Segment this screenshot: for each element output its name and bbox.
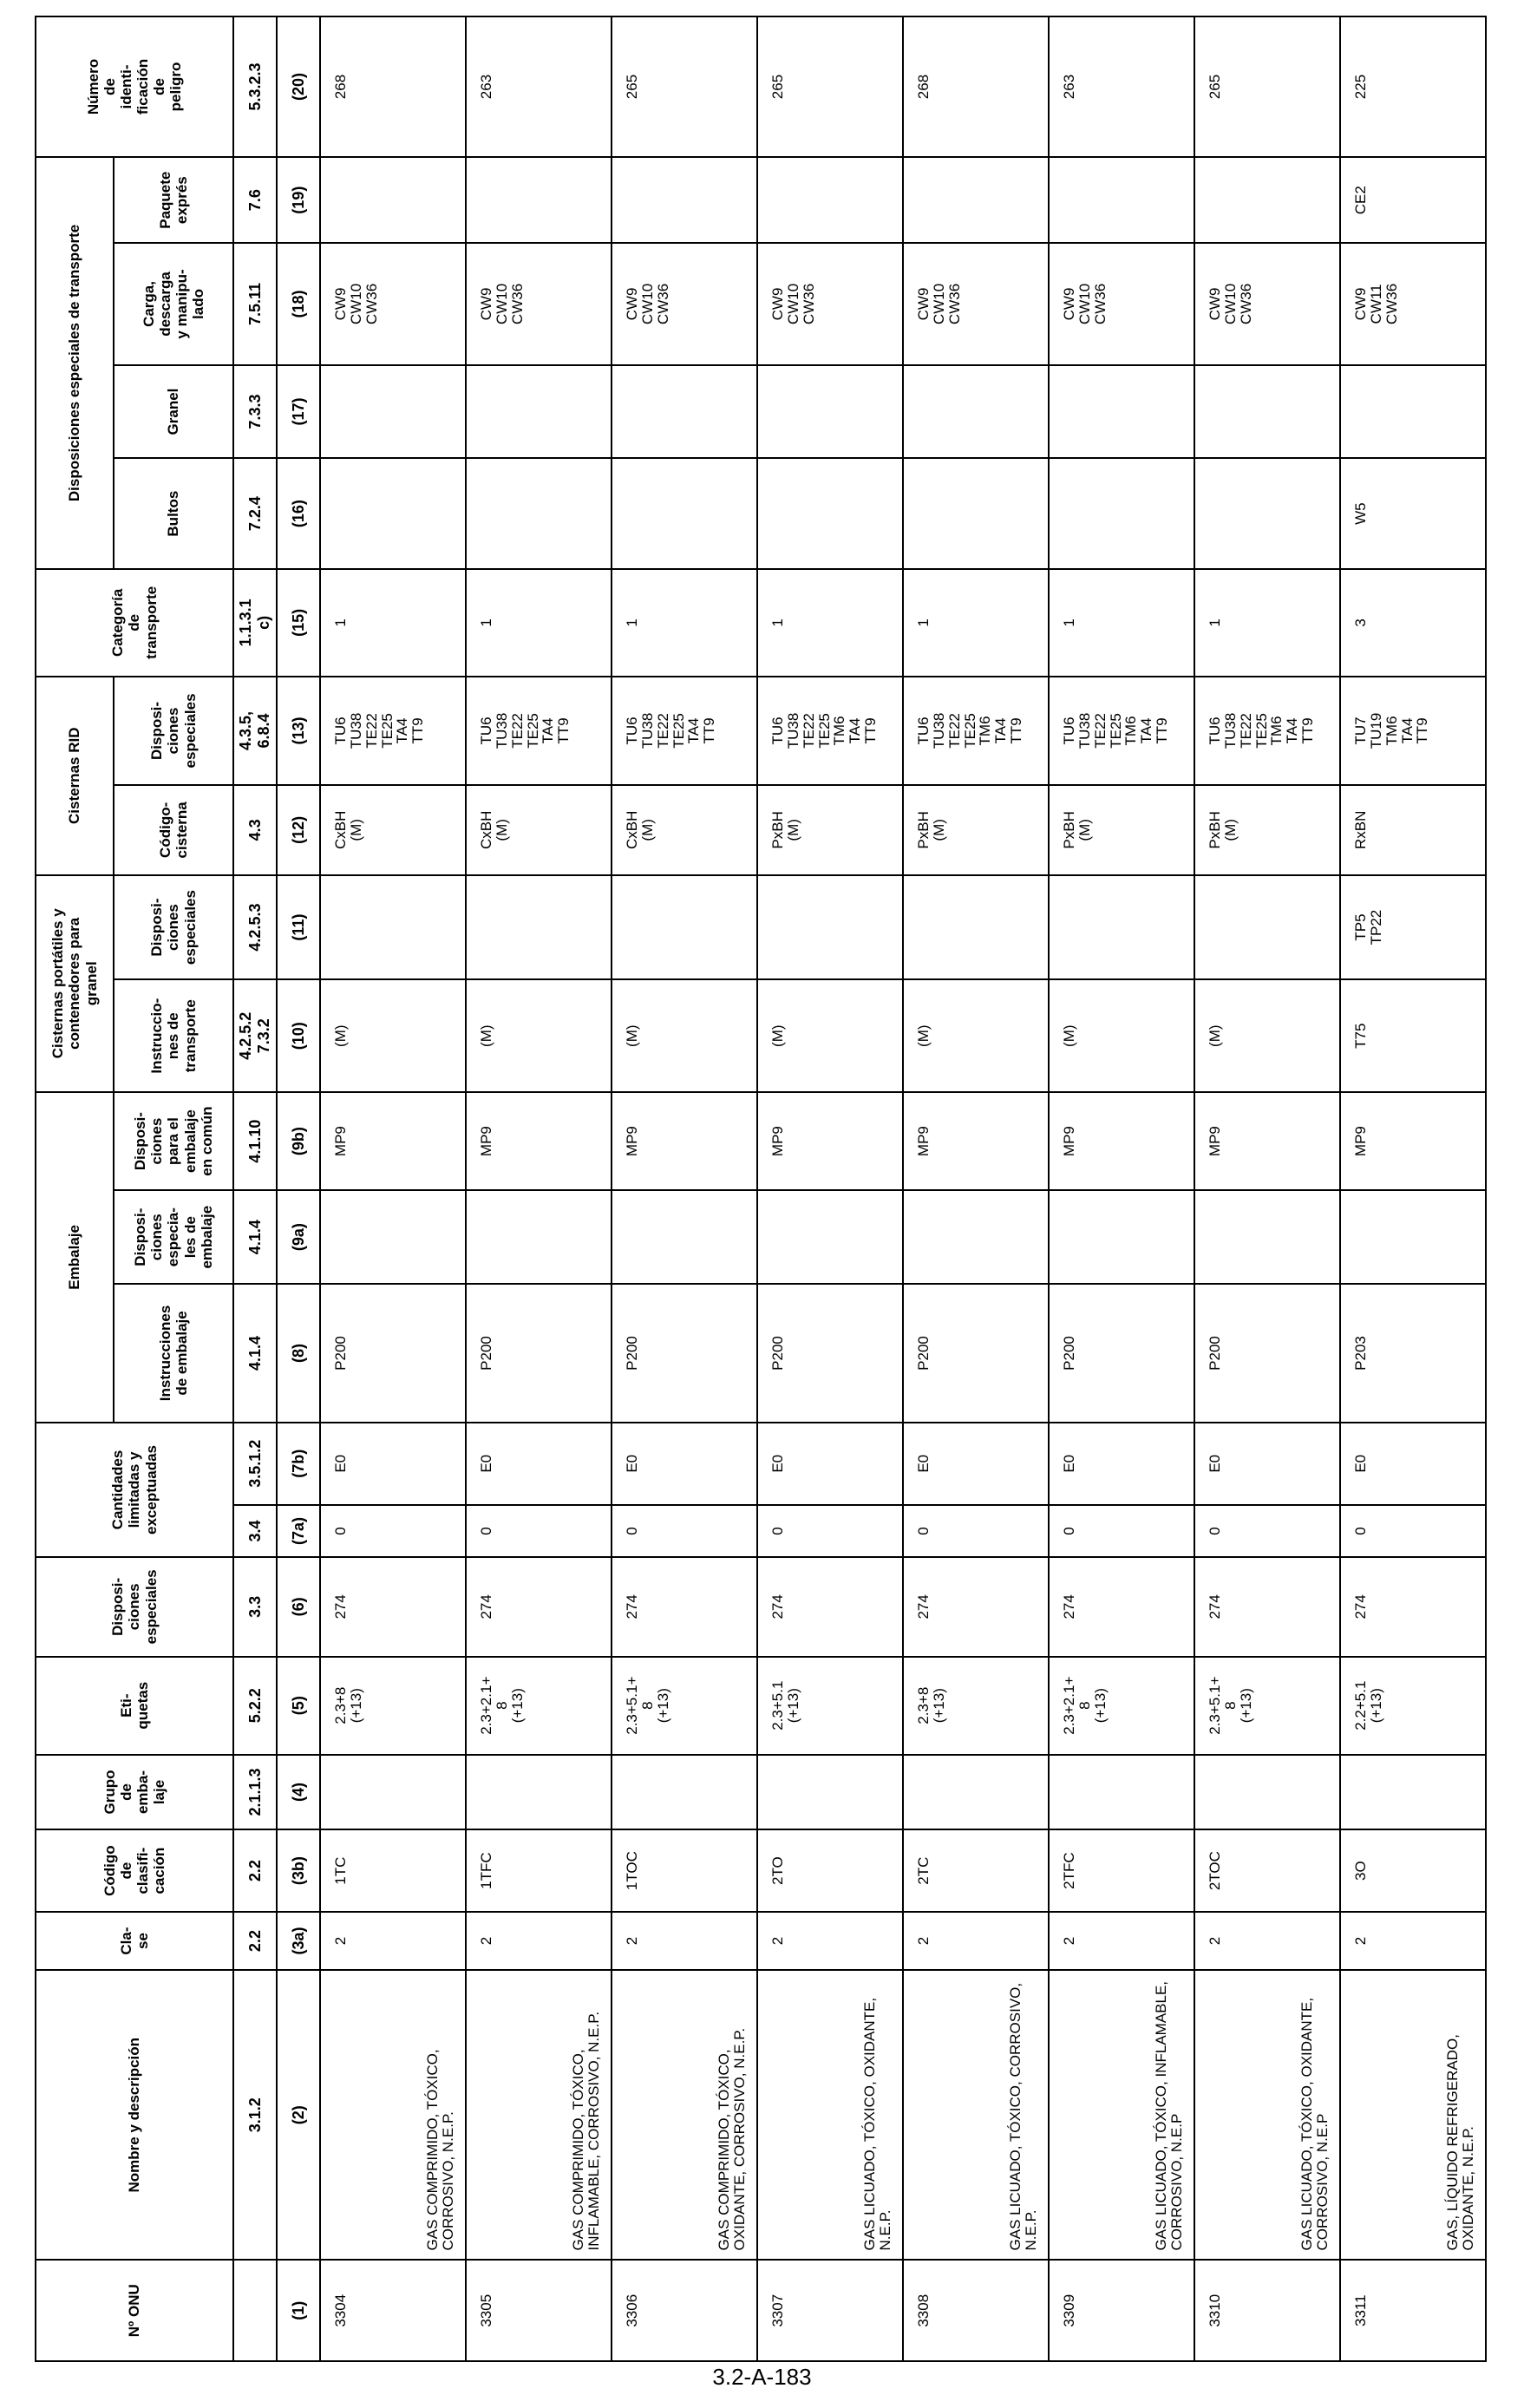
loading-cell: CW9 CW10 CW36: [1194, 243, 1340, 364]
excepted-quantity-cell: E0: [1194, 1423, 1340, 1505]
table-row: [320, 16, 466, 2361]
ref-cell: 7.3.3: [233, 365, 277, 459]
ref-cell: 7.6: [233, 157, 277, 243]
bulk-cell: [757, 365, 903, 459]
tank-code-cell: RxBN: [1340, 785, 1486, 875]
mixed-packing-cell: MP9: [903, 1092, 1049, 1190]
packages-cell: W5: [1340, 458, 1486, 568]
packages-cell: [1194, 458, 1340, 568]
table-row: [903, 16, 1049, 2361]
ref-cell: 2.1.1.3: [233, 1755, 277, 1829]
bulk-cell: [1049, 365, 1194, 459]
excepted-quantity-cell: E0: [612, 1423, 757, 1505]
hazard-id-cell: 268: [903, 16, 1049, 157]
packing-group-cell: [757, 1755, 903, 1829]
packing-group-cell: [1049, 1755, 1194, 1829]
tank-special-cell: [1049, 875, 1194, 980]
express-cell: [903, 157, 1049, 243]
header-packing-group: Grupo de emba- laje: [36, 1755, 233, 1829]
packing-instruction-cell: P200: [1194, 1284, 1340, 1423]
packages-cell: [903, 458, 1049, 568]
special-provisions-cell: 274: [466, 1557, 612, 1656]
special-provisions-cell: 274: [612, 1557, 757, 1656]
excepted-quantity-cell: E0: [1340, 1423, 1486, 1505]
classification-code-cell: 1TFC: [466, 1829, 612, 1912]
un-number-cell: 3311: [1340, 2260, 1486, 2361]
ref-cell: 4.2.5.3: [233, 875, 277, 980]
column-number-cell: (18): [277, 243, 320, 364]
express-cell: [466, 157, 612, 243]
name-cell: GAS COMPRIMIDO, TÓXICO, CORROSIVO, N.E.P.: [320, 1970, 466, 2260]
header-loading: Carga, descarga y manipu- lado: [114, 243, 233, 364]
packing-instruction-cell: P200: [612, 1284, 757, 1423]
ref-cell: 3.3: [233, 1557, 277, 1656]
classification-code-cell: 1TOC: [612, 1829, 757, 1912]
header-rid-tanks: Cisternas RID: [36, 677, 114, 875]
ref-cell: 4.1.4: [233, 1190, 277, 1284]
labels-cell: 2.3+8 (+13): [320, 1657, 466, 1755]
special-provisions-cell: 274: [1194, 1557, 1340, 1656]
limited-quantity-cell: 0: [1340, 1505, 1486, 1557]
limited-quantity-cell: 0: [320, 1505, 466, 1557]
bulk-cell: [612, 365, 757, 459]
hazard-id-cell: 265: [612, 16, 757, 157]
reference-row: [233, 16, 277, 2361]
column-number-cell: (4): [277, 1755, 320, 1829]
rid-special-cell: TU6 TU38 TE22 TE25 TA4 TT9: [320, 677, 466, 785]
header-labels: Eti- quetas: [36, 1657, 233, 1755]
tank-special-cell: [903, 875, 1049, 980]
classification-code-cell: 3O: [1340, 1829, 1486, 1912]
name-cell: GAS LICUADO, TÓXICO, INFLAMABLE, CORROSIVO, N.E.P: [1049, 1970, 1194, 2260]
un-number-cell: 3308: [903, 2260, 1049, 2361]
packing-instruction-cell: P200: [1049, 1284, 1194, 1423]
special-provisions-cell: 274: [757, 1557, 903, 1656]
loading-cell: CW9 CW10 CW36: [612, 243, 757, 364]
column-number-cell: (9b): [277, 1092, 320, 1190]
hazard-id-cell: 268: [320, 16, 466, 157]
ref-cell: 4.1.10: [233, 1092, 277, 1190]
packing-instruction-cell: P200: [320, 1284, 466, 1423]
header-tank-special: Disposi- ciones especiales: [114, 875, 233, 980]
special-provisions-cell: 274: [1049, 1557, 1194, 1656]
tank-special-cell: [757, 875, 903, 980]
labels-cell: 2.3+5.1 (+13): [757, 1657, 903, 1755]
table-row: [1049, 16, 1194, 2361]
excepted-quantity-cell: E0: [903, 1423, 1049, 1505]
column-number-cell: (2): [277, 1970, 320, 2260]
tank-code-cell: CxBH (M): [320, 785, 466, 875]
loading-cell: CW9 CW11 CW36: [1340, 243, 1486, 364]
packing-group-cell: [466, 1755, 612, 1829]
ref-cell: 4.3: [233, 785, 277, 875]
tank-instruction-cell: (M): [466, 979, 612, 1091]
mixed-packing-cell: MP9: [466, 1092, 612, 1190]
ref-cell: 3.4: [233, 1505, 277, 1557]
special-packing-cell: [320, 1190, 466, 1284]
packing-instruction-cell: P200: [757, 1284, 903, 1423]
class-cell: 2: [466, 1912, 612, 1970]
column-number-cell: (13): [277, 677, 320, 785]
tank-instruction-cell: (M): [903, 979, 1049, 1091]
express-cell: [612, 157, 757, 243]
classification-code-cell: 2TO: [757, 1829, 903, 1912]
limited-quantity-cell: 0: [1049, 1505, 1194, 1557]
labels-cell: 2.2+5.1 (+13): [1340, 1657, 1486, 1755]
rid-special-cell: TU6 TU38 TE22 TE25 TA4 TT9: [612, 677, 757, 785]
tank-instruction-cell: (M): [1194, 979, 1340, 1091]
class-cell: 2: [320, 1912, 466, 1970]
packing-instruction-cell: P200: [903, 1284, 1049, 1423]
special-packing-cell: [1340, 1190, 1486, 1284]
packing-group-cell: [320, 1755, 466, 1829]
column-number-cell: (5): [277, 1657, 320, 1755]
ref-cell: 3.1.2: [233, 1970, 277, 2260]
transport-category-cell: 1: [1194, 569, 1340, 677]
rid-special-cell: TU6 TU38 TE22 TE25 TM6 TA4 TT9: [1194, 677, 1340, 785]
dangerous-goods-table: [35, 16, 1487, 2362]
ref-cell: 2.2: [233, 1912, 277, 1970]
data-rows: [320, 16, 1486, 2361]
labels-cell: 2.3+2.1+ 8 (+13): [466, 1657, 612, 1755]
column-number-cell: (16): [277, 458, 320, 568]
special-provisions-cell: 274: [1340, 1557, 1486, 1656]
classification-code-cell: 2TFC: [1049, 1829, 1194, 1912]
class-cell: 2: [757, 1912, 903, 1970]
tank-special-cell: TP5 TP22: [1340, 875, 1486, 980]
ref-cell: 4.1.4: [233, 1284, 277, 1423]
excepted-quantity-cell: E0: [466, 1423, 612, 1505]
tank-instruction-cell: T75: [1340, 979, 1486, 1091]
header-un-no: Nº ONU: [36, 2260, 233, 2361]
tank-special-cell: [1194, 875, 1340, 980]
rid-special-cell: TU6 TU38 TE22 TE25 TM6 TA4 TT9: [903, 677, 1049, 785]
un-number-cell: 3310: [1194, 2260, 1340, 2361]
header-portable-tanks: Cisternas portátiles y contenedores para granel: [36, 875, 114, 1092]
rid-special-cell: TU6 TU38 TE22 TE25 TA4 TT9: [466, 677, 612, 785]
name-cell: GAS LICUADO, TÓXICO, OXIDANTE, CORROSIVO, N.E.P: [1194, 1970, 1340, 2260]
limited-quantity-cell: 0: [757, 1505, 903, 1557]
special-packing-cell: [757, 1190, 903, 1284]
column-number-cell: (20): [277, 16, 320, 157]
packing-group-cell: [612, 1755, 757, 1829]
transport-category-cell: 1: [757, 569, 903, 677]
ref-cell: [233, 2260, 277, 2361]
rotated-table-wrapper: [35, 16, 1475, 2362]
column-number-cell: (15): [277, 569, 320, 677]
labels-cell: 2.3+5.1+ 8 (+13): [612, 1657, 757, 1755]
ref-cell: 7.2.4: [233, 458, 277, 568]
loading-cell: CW9 CW10 CW36: [466, 243, 612, 364]
mixed-packing-cell: MP9: [1340, 1092, 1486, 1190]
ref-cell: 4.2.5.2 7.3.2: [233, 979, 277, 1091]
tank-instruction-cell: (M): [320, 979, 466, 1091]
header-class-code: Código de clasifi- cación: [36, 1829, 233, 1912]
packing-group-cell: [1194, 1755, 1340, 1829]
table-row: [612, 16, 757, 2361]
name-cell: GAS COMPRIMIDO, TÓXICO, INFLAMABLE, CORROSIVO, N.E.P.: [466, 1970, 612, 2260]
transport-category-cell: 1: [466, 569, 612, 677]
ref-cell: 2.2: [233, 1829, 277, 1912]
tank-code-cell: PxBH (M): [757, 785, 903, 875]
bulk-cell: [903, 365, 1049, 459]
mixed-packing-cell: MP9: [612, 1092, 757, 1190]
transport-category-cell: 1: [320, 569, 466, 677]
header-tank-instructions: Instruccio- nes de transporte: [114, 979, 233, 1091]
tank-instruction-cell: (M): [757, 979, 903, 1091]
class-cell: 2: [903, 1912, 1049, 1970]
table-row: [757, 16, 903, 2361]
tank-code-cell: PxBH (M): [1049, 785, 1194, 875]
column-number-cell: (3b): [277, 1829, 320, 1912]
special-provisions-cell: 274: [903, 1557, 1049, 1656]
hazard-id-cell: 225: [1340, 16, 1486, 157]
express-cell: [757, 157, 903, 243]
tank-special-cell: [612, 875, 757, 980]
bulk-cell: [320, 365, 466, 459]
special-provisions-cell: 274: [320, 1557, 466, 1656]
transport-category-cell: 1: [1049, 569, 1194, 677]
classification-code-cell: 2TC: [903, 1829, 1049, 1912]
packages-cell: [757, 458, 903, 568]
transport-category-cell: 1: [612, 569, 757, 677]
hazard-id-cell: 263: [466, 16, 612, 157]
rid-special-cell: TU6 TU38 TE22 TE25 TM6 TA4 TT9: [757, 677, 903, 785]
express-cell: [1194, 157, 1340, 243]
mixed-packing-cell: MP9: [1194, 1092, 1340, 1190]
limited-quantity-cell: 0: [903, 1505, 1049, 1557]
un-number-cell: 3304: [320, 2260, 466, 2361]
column-number-cell: (6): [277, 1557, 320, 1656]
excepted-quantity-cell: E0: [320, 1423, 466, 1505]
header-packages: Bultos: [114, 458, 233, 568]
class-cell: 2: [612, 1912, 757, 1970]
packing-group-cell: [1340, 1755, 1486, 1829]
table-row: [1340, 16, 1486, 2361]
column-number-row: [277, 16, 320, 2361]
special-packing-cell: [1194, 1190, 1340, 1284]
labels-cell: 2.3+2.1+ 8 (+13): [1049, 1657, 1194, 1755]
header-packaging: Embalaje: [36, 1092, 114, 1423]
special-packing-cell: [466, 1190, 612, 1284]
page-number: 3.2-A-183: [712, 2364, 812, 2390]
rid-special-cell: TU7 TU19 TM6 TA4 TT9: [1340, 677, 1486, 785]
header-express: Paquete exprés: [114, 157, 233, 243]
header-limited-quantities: Cantidades limitadas y exceptuadas: [36, 1423, 233, 1557]
tank-code-cell: CxBH (M): [612, 785, 757, 875]
transport-category-cell: 3: [1340, 569, 1486, 677]
packing-instruction-cell: P203: [1340, 1284, 1486, 1423]
mixed-packing-cell: MP9: [757, 1092, 903, 1190]
loading-cell: CW9 CW10 CW36: [1049, 243, 1194, 364]
classification-code-cell: 2TOC: [1194, 1829, 1340, 1912]
column-number-cell: (10): [277, 979, 320, 1091]
un-number-cell: 3307: [757, 2260, 903, 2361]
header-special-packing: Disposi- ciones especia- les de embalaje: [114, 1190, 233, 1284]
column-number-cell: (8): [277, 1284, 320, 1423]
ref-cell: 3.5.1.2: [233, 1423, 277, 1505]
header-special-provisions: Disposi- ciones especiales: [36, 1557, 233, 1656]
bulk-cell: [466, 365, 612, 459]
special-packing-cell: [903, 1190, 1049, 1284]
packages-cell: [320, 458, 466, 568]
tank-code-cell: PxBH (M): [1194, 785, 1340, 875]
header-transport-category: Categoría de transporte: [36, 569, 233, 677]
packing-instruction-cell: P200: [466, 1284, 612, 1423]
column-number-cell: (7a): [277, 1505, 320, 1557]
special-packing-cell: [1049, 1190, 1194, 1284]
packages-cell: [1049, 458, 1194, 568]
rid-special-cell: TU6 TU38 TE22 TE25 TM6 TA4 TT9: [1049, 677, 1194, 785]
loading-cell: CW9 CW10 CW36: [320, 243, 466, 364]
hazard-id-cell: 263: [1049, 16, 1194, 157]
excepted-quantity-cell: E0: [1049, 1423, 1194, 1505]
bulk-cell: [1340, 365, 1486, 459]
class-cell: 2: [1340, 1912, 1486, 1970]
limited-quantity-cell: 0: [466, 1505, 612, 1557]
name-cell: GAS, LÍQUIDO REFRIGERADO, OXIDANTE, N.E.P.: [1340, 1970, 1486, 2260]
packing-group-cell: [903, 1755, 1049, 1829]
ref-cell: 4.3.5, 6.8.4: [233, 677, 277, 785]
header-hazard-id: Número de identi- ficación de peligro: [36, 16, 233, 157]
packages-cell: [466, 458, 612, 568]
header-class: Cla- se: [36, 1912, 233, 1970]
loading-cell: CW9 CW10 CW36: [757, 243, 903, 364]
tank-code-cell: CxBH (M): [466, 785, 612, 875]
labels-cell: 2.3+5.1+ 8 (+13): [1194, 1657, 1340, 1755]
un-number-cell: 3305: [466, 2260, 612, 2361]
column-number-cell: (19): [277, 157, 320, 243]
tank-instruction-cell: (M): [1049, 979, 1194, 1091]
ref-cell: 5.3.2.3: [233, 16, 277, 157]
ref-cell: 7.5.11: [233, 243, 277, 364]
tank-instruction-cell: (M): [612, 979, 757, 1091]
class-cell: 2: [1194, 1912, 1340, 1970]
column-number-cell: (11): [277, 875, 320, 980]
classification-code-cell: 1TC: [320, 1829, 466, 1912]
express-cell: [320, 157, 466, 243]
name-cell: GAS LICUADO, TÓXICO, CORROSIVO, N.E.P.: [903, 1970, 1049, 2260]
limited-quantity-cell: 0: [1194, 1505, 1340, 1557]
express-cell: [1049, 157, 1194, 243]
transport-category-cell: 1: [903, 569, 1049, 677]
header-name: Nombre y descripción: [36, 1970, 233, 2260]
header-tank-code: Código- cisterna: [114, 785, 233, 875]
tank-code-cell: PxBH (M): [903, 785, 1049, 875]
tank-special-cell: [466, 875, 612, 980]
name-cell: GAS COMPRIMIDO, TÓXICO, OXIDANTE, CORROSIVO, N.E.P.: [612, 1970, 757, 2260]
header-transport-special: Disposiciones especiales de transporte: [36, 157, 114, 569]
ref-cell: 5.2.2: [233, 1657, 277, 1755]
loading-cell: CW9 CW10 CW36: [903, 243, 1049, 364]
bulk-cell: [1194, 365, 1340, 459]
name-cell: GAS LICUADO, TÓXICO, OXIDANTE, N.E.P.: [757, 1970, 903, 2260]
excepted-quantity-cell: E0: [757, 1423, 903, 1505]
header-packing-instructions: Instrucciones de embalaje: [114, 1284, 233, 1423]
table-row: [1194, 16, 1340, 2361]
header-mixed-packing: Disposi- ciones para el embalaje en común: [114, 1092, 233, 1190]
column-number-cell: (12): [277, 785, 320, 875]
header-bulk: Granel: [114, 365, 233, 459]
header-rid-special: Disposi- ciones especiales: [114, 677, 233, 785]
mixed-packing-cell: MP9: [1049, 1092, 1194, 1190]
packages-cell: [612, 458, 757, 568]
hazard-id-cell: 265: [1194, 16, 1340, 157]
column-number-cell: (1): [277, 2260, 320, 2361]
mixed-packing-cell: MP9: [320, 1092, 466, 1190]
class-cell: 2: [1049, 1912, 1194, 1970]
ref-cell: 1.1.3.1 c): [233, 569, 277, 677]
express-cell: CE2: [1340, 157, 1486, 243]
hazard-id-cell: 265: [757, 16, 903, 157]
table-row: [466, 16, 612, 2361]
un-number-cell: 3306: [612, 2260, 757, 2361]
column-number-cell: (17): [277, 365, 320, 459]
labels-cell: 2.3+8 (+13): [903, 1657, 1049, 1755]
column-number-cell: (3a): [277, 1912, 320, 1970]
limited-quantity-cell: 0: [612, 1505, 757, 1557]
special-packing-cell: [612, 1190, 757, 1284]
tank-special-cell: [320, 875, 466, 980]
column-number-cell: (9a): [277, 1190, 320, 1284]
column-number-cell: (7b): [277, 1423, 320, 1505]
un-number-cell: 3309: [1049, 2260, 1194, 2361]
